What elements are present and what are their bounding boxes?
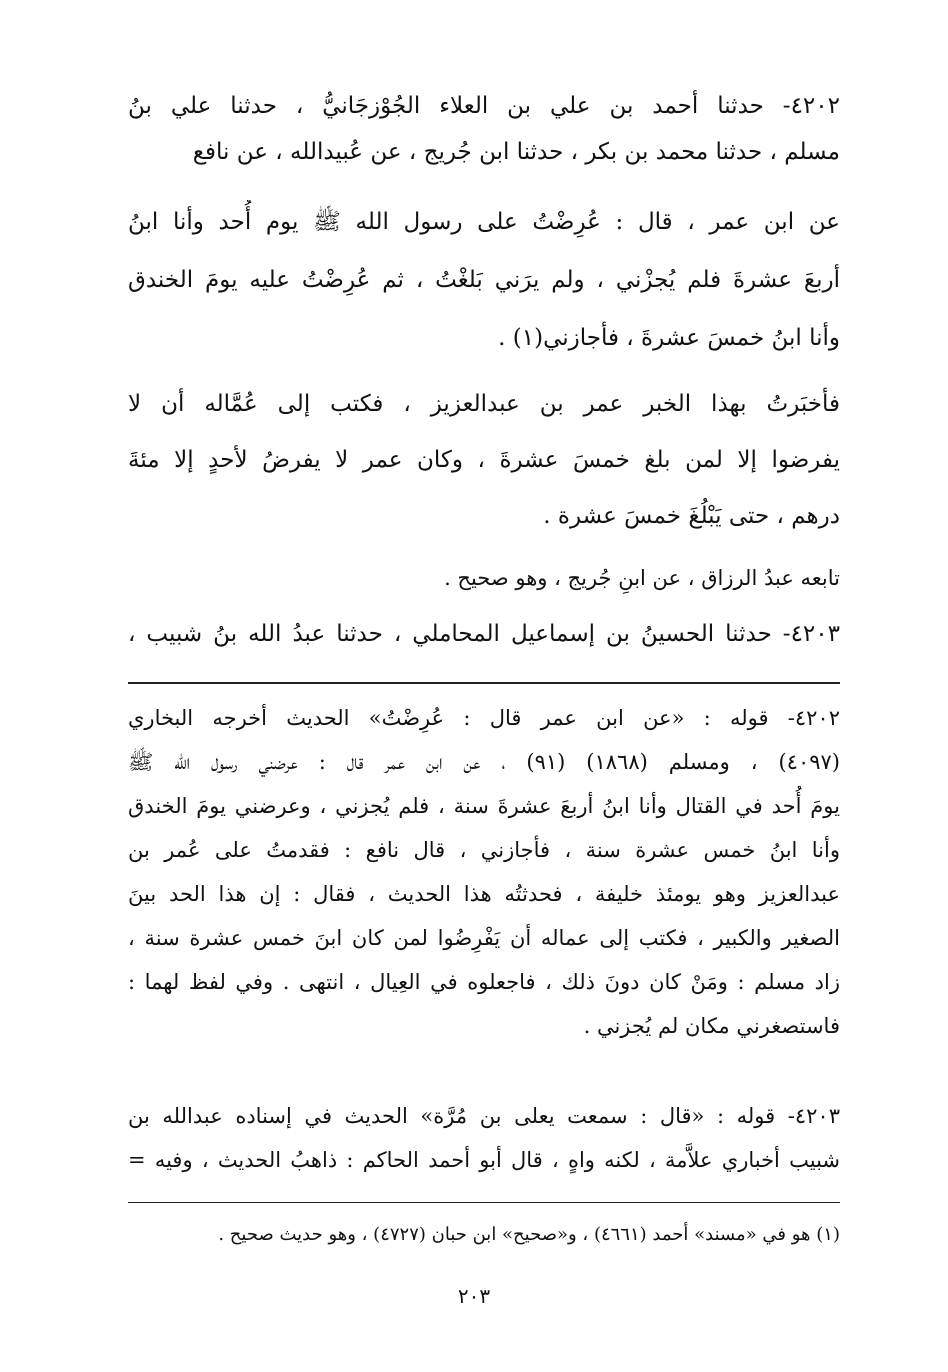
text-line: مسلم ، حدثنا محمد بن بكر ، حدثنا ابن جُريج ، عن عُبيدالله ، عن نافع — [192, 139, 840, 165]
page-number: ٢٠٣ — [457, 1284, 491, 1308]
text-line: ٤٢٠٣- حدثنا الحسينُ بن إسماعيل المحاملي ، حدثنا عبدُ الله بنُ شبيب ، — [128, 621, 840, 647]
text-line: ٤٢٠٣- قوله : «قال : سمعت يعلى بن مُرَّة» الحديث في إسناده عبدالله بن — [128, 1104, 840, 1128]
text-line: درهم ، حتى يَبْلُغَ خمسَ عشرة . — [543, 503, 840, 529]
text-line: ٤٢٠٢- قوله : «عن ابن عمر قال : عُرِضْتُ» الحديث أخرجه البخاري — [128, 706, 840, 730]
footnote-text: (١) هو في «مسند» أحمد (٤٦٦١) ، و«صحيح» ابن حبان (٤٧٢٧) ، وهو حديث صحيح . — [218, 1224, 840, 1245]
text-line: يومَ أُحد في القتال وأنا ابنُ أربعَ عشرةَ سنة ، فلم يُجزني ، وعرضني يومَ الخندق — [128, 794, 840, 818]
text-line: (٤٠٩٧) ، ومسلم (١٨٦٨) (٩١) ، عن ابن عمر قال : عرضني رسول الله ﷺ — [128, 750, 840, 774]
text-line: أربعَ عشرةَ فلم يُجزْني ، ولم يرَني بَلغْتُ ، ثم عُرِضْتُ عليه يومَ الخندق — [128, 267, 840, 293]
text-line: فاستصغرني مكان لم يُجزني . — [583, 1014, 840, 1038]
text-line: زاد مسلم : ومَنْ كان دونَ ذلك ، فاجعلوه في العِيال ، انتهى . وفي لفظ لهما : — [128, 970, 840, 994]
text-line: الصغير والكبير ، فكتب إلى عماله أن يَفْرِضُوا لمن كان ابنَ خمس عشرة سنة ، — [128, 926, 840, 950]
text-line: يفرضوا إلا لمن بلغ خمسَ عشرةَ ، وكان عمر لا يفرضُ لأحدٍ إلا مئةَ — [128, 447, 840, 473]
text-line: تابعه عبدُ الرزاق ، عن ابنِ جُريج ، وهو صحيح . — [444, 566, 840, 590]
text-line: عبدالعزيز وهو يومئذ خليفة ، فحدثتُه هذا الحديث ، فقال : إن هذا الحد بينَ — [128, 882, 840, 906]
text-line: وأنا ابنُ خمس عشرة سنة ، فأجازني ، قال نافع : فقدمتُ على عُمر بن — [128, 838, 840, 862]
section-divider — [128, 682, 840, 684]
text-line: ٤٢٠٢- حدثنا أحمد بن علي بن العلاء الجُوْزجَانيُّ ، حدثنا علي بنُ — [128, 93, 840, 119]
footnote-divider — [128, 1202, 840, 1203]
text-line: فأخبَرتُ بهذا الخبر عمر بن عبدالعزيز ، فكتب إلى عُمَّاله أن لا — [128, 391, 840, 417]
text-line: شبيب أخباري علاَّمة ، لكنه واهٍ ، قال أبو أحمد الحاكم : ذاهبُ الحديث ، وفيه = — [128, 1148, 840, 1172]
text-line: عن ابن عمر ، قال : عُرِضْتُ على رسول الله ﷺ يوم أُحد وأنا ابنُ — [128, 209, 840, 235]
text-line: وأنا ابنُ خمسَ عشرةَ ، فأجازني(١) . — [498, 325, 840, 351]
